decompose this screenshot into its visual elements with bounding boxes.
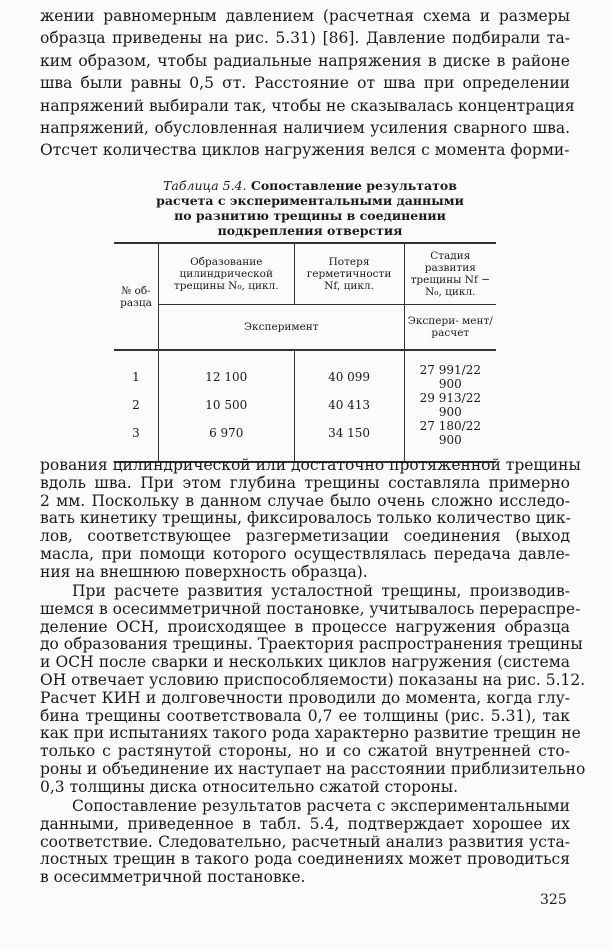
text-line: как при испытаниях такого рода характерно развитие трещин не (40, 724, 581, 743)
header-loss-tightness: Потеря герметичности Nf, цикл. (294, 243, 404, 305)
text-line: соответствие. Следовательно, расчетный анализ развития уста- (40, 832, 570, 851)
text-line: образца приведены на рис. 5.31) [86]. Давление подбирали та- (40, 29, 570, 48)
table-row (114, 391, 496, 419)
table-caption (110, 178, 510, 238)
text-line: При расчете развития усталостной трещины, производив- (72, 582, 570, 600)
table-cell: 3 (114, 419, 159, 462)
text-line: напряжений выбирали так, чтобы не сказывалась концентрация (40, 96, 575, 115)
table-cell: 6 970 (159, 419, 295, 462)
text-line: Расчет КИН и долговечности проводили до момента, когда глу- (40, 688, 570, 707)
table-cell: 27 991/22 900 (404, 350, 496, 391)
header-sample-no: № об- разца (114, 243, 159, 350)
text-line: роны и объединение их наступает на расстоянии приблизительно (40, 760, 586, 778)
text-line: бина трещины соответствовала 0,7 ее толщины (рис. 5.31), так (40, 706, 570, 725)
table-cell: 12 100 (159, 350, 295, 391)
table-cell: 40 099 (294, 350, 404, 391)
text-line: жении равномерным давлением (расчетная схема и размеры (40, 7, 570, 25)
text-line: только с растянутой стороны, но и со сжатой внутренней сто- (40, 742, 570, 761)
text-line: ОН отвечает условию приспособляемости) показаны на рис. 5.12. (40, 671, 586, 689)
text-line: до образования трещины. Траектория распространения трещины (40, 635, 583, 654)
text-line: ким образом, чтобы радиальные напряжения в диске в районе (40, 51, 570, 70)
header-stage: Стадия развития трещины Nf − N₀, цикл. (404, 243, 496, 305)
caption-line: расчета с экспериментальными данными (156, 193, 464, 208)
text-line: лов, соответствующее разгерметизации соединения (выход (40, 527, 570, 546)
header-formation: Образование цилиндрической трещины N₀, цикл. (159, 243, 295, 305)
text-line: данными, приведенное в табл. 5.4, подтверждает хорошее их (40, 814, 570, 833)
table-cell: 1 (114, 350, 159, 391)
caption-line: подкрепления отверстия (217, 223, 403, 238)
text-line: напряжений, обусловленная наличием усиления сварного шва. (40, 119, 570, 137)
text-line: вдоль шва. При этом глубина трещины составляла примерно (40, 473, 570, 492)
text-line: в осесимметричной постановке. (40, 868, 306, 887)
table-cell: 27 180/22 900 (404, 419, 496, 462)
caption-label: Таблица 5.4. (163, 178, 247, 193)
text-line: Отсчет количества циклов нагружения велся с момента форми- (40, 141, 570, 160)
text-line: Сопоставление результатов расчета с экспериментальными (72, 797, 570, 815)
caption-line: по разнитию трещины в соединении (174, 208, 446, 223)
text-line: масла, при помощи которого осуществлялась передача давле- (40, 545, 570, 563)
text-line: 0,3 толщины диска относительно сжатой стороны. (40, 777, 459, 796)
table-cell: 34 150 (294, 419, 404, 462)
table-row (114, 350, 496, 391)
table-cell: 2 (114, 391, 159, 419)
text-line: шва были равны 0,5 σт. Расстояние от шва при определении (40, 74, 570, 93)
text-line: 2 мм. Поскольку в данном случае было очень сложно исследо- (40, 491, 570, 510)
subheader-exp-calc: Экспери- мент/расчет (404, 305, 496, 351)
text-line: деление ОСН, происходящее в процессе нагружения образца (40, 617, 570, 636)
text-line: лостных трещин в такого рода соединениях может проводиться (40, 850, 570, 869)
text-line: ния на внешнюю поверхность образца). (40, 562, 368, 581)
subheader-experiment: Эксперимент (159, 305, 405, 351)
text-line: вать кинетику трещины, фиксировалось только количество цик- (40, 509, 571, 528)
table-cell: 10 500 (159, 391, 295, 419)
text-line: шемся в осесимметричной постановке, учитывалось перераспре- (40, 599, 581, 618)
page-number: 325 (540, 892, 567, 908)
table-cell: 40 413 (294, 391, 404, 419)
caption-line: Сопоставление результатов (250, 178, 457, 193)
results-table (114, 242, 496, 463)
text-line: и ОСН после сварки и нескольких циклов нагружения (система (40, 653, 570, 672)
text-line: рования цилиндрической или достаточно протяженной трещины (40, 456, 581, 474)
table-cell: 29 913/22 900 (404, 391, 496, 419)
